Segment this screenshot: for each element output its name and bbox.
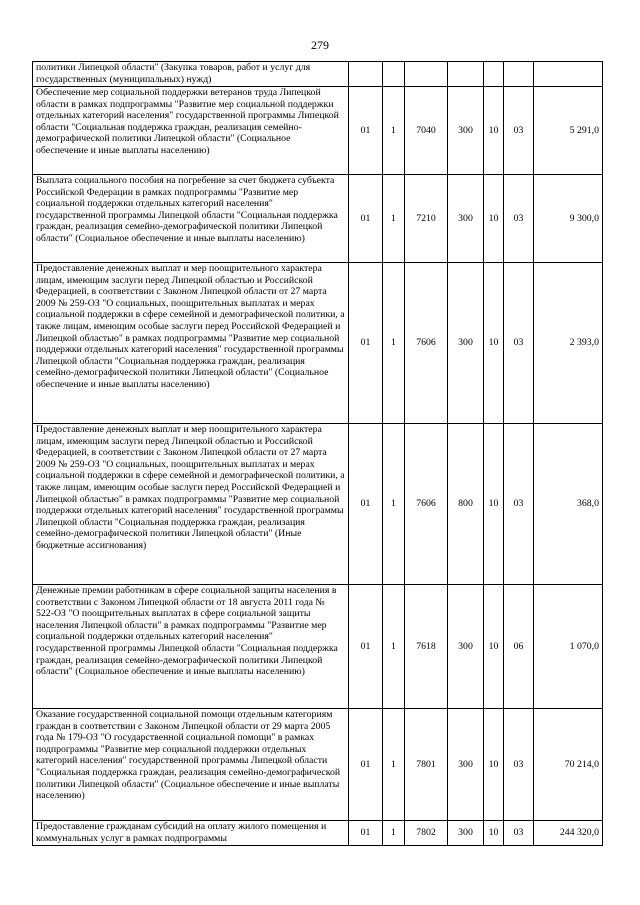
subprogram-code: 1 xyxy=(383,175,405,263)
budget-table xyxy=(32,61,603,846)
program-code: 01 xyxy=(349,175,383,263)
program-code: 01 xyxy=(349,709,383,821)
subprogram-code xyxy=(383,62,405,87)
amount: 2 393,0 xyxy=(534,263,603,424)
expense-type-code xyxy=(448,62,484,87)
expense-type-code: 300 xyxy=(448,87,484,175)
row-description: Предоставление денежных выплат и мер поощрительного характера лицам, имеющим заслуги перед Липецкой областью и Российской Федерацией, в соответствии с Законом Липецкой области от 27 марта 2009 № 259-ОЗ "О социальных, поощрительных выплатах и мерах социальной поддержки в сфере семейной и демографической политики, а также лицам, имеющим особые заслуги перед Российской Федерацией и Липецкой областью" в рамках подпрограммы "Развитие мер социальной поддержки отдельных категорий населения" государственной программы Липецкой области "Социальная поддержка граждан, реализация семейно-демографической политики Липецкой области" (Иные бюджетные ассигнования) xyxy=(33,424,349,585)
program-code: 01 xyxy=(349,821,383,846)
amount: 9 300,0 xyxy=(534,175,603,263)
table-row xyxy=(33,175,603,263)
section-code: 10 xyxy=(484,821,504,846)
subsection-code xyxy=(504,62,534,87)
subsection-code: 03 xyxy=(504,175,534,263)
direction-code: 7210 xyxy=(405,175,448,263)
amount: 244 320,0 xyxy=(534,821,603,846)
direction-code: 7618 xyxy=(405,585,448,709)
section-code xyxy=(484,62,504,87)
section-code: 10 xyxy=(484,263,504,424)
program-code: 01 xyxy=(349,424,383,585)
row-description: Оказание государственной социальной помощи отдельным категориям граждан в соответствии с Законом Липецкой области от 29 марта 2005 года № 179-ОЗ "О государственной социальной помощи" в рамках подпрограммы "Развитие мер социальной поддержки отдельных категорий населения" государственной программы Липецкой области "Социальная поддержка граждан, реализация семейно-демографической политики Липецкой области" (Социальное обеспечение и иные выплаты населению) xyxy=(33,709,349,821)
amount: 368,0 xyxy=(534,424,603,585)
row-description: политики Липецкой области" (Закупка товаров, работ и услуг для государственных (муниципальных) нужд) xyxy=(33,62,349,87)
expense-type-code: 300 xyxy=(448,263,484,424)
amount: 1 070,0 xyxy=(534,585,603,709)
subsection-code: 06 xyxy=(504,585,534,709)
subprogram-code: 1 xyxy=(383,87,405,175)
table-row xyxy=(33,62,603,87)
amount: 5 291,0 xyxy=(534,87,603,175)
program-code: 01 xyxy=(349,263,383,424)
expense-type-code: 300 xyxy=(448,821,484,846)
subprogram-code: 1 xyxy=(383,263,405,424)
table-row xyxy=(33,424,603,585)
direction-code: 7606 xyxy=(405,263,448,424)
table-row xyxy=(33,263,603,424)
row-description: Выплата социального пособия на погребение за счет бюджета субъекта Российской Федерации в рамках подпрограммы "Развитие мер социальной поддержки отдельных категорий населения" государственной программы Липецкой области "Социальная поддержка граждан, реализация семейно-демографической политики Липецкой области" (Социальное обеспечение и иные выплаты населению) xyxy=(33,175,349,263)
subprogram-code: 1 xyxy=(383,821,405,846)
direction-code: 7606 xyxy=(405,424,448,585)
direction-code: 7801 xyxy=(405,709,448,821)
subsection-code: 03 xyxy=(504,709,534,821)
program-code xyxy=(349,62,383,87)
section-code: 10 xyxy=(484,585,504,709)
amount xyxy=(534,62,603,87)
subsection-code: 03 xyxy=(504,424,534,585)
subsection-code: 03 xyxy=(504,87,534,175)
subsection-code: 03 xyxy=(504,263,534,424)
table-row xyxy=(33,87,603,175)
subprogram-code: 1 xyxy=(383,585,405,709)
subprogram-code: 1 xyxy=(383,424,405,585)
subprogram-code: 1 xyxy=(383,709,405,821)
subsection-code: 03 xyxy=(504,821,534,846)
amount: 70 214,0 xyxy=(534,709,603,821)
section-code: 10 xyxy=(484,87,504,175)
expense-type-code: 300 xyxy=(448,175,484,263)
table-row xyxy=(33,709,603,821)
row-description: Денежные премии работникам в сфере социальной защиты населения в соответствии с Законом Липецкой области от 18 августа 2011 года № 522-ОЗ "О поощрительных выплатах в сфере социальной защиты населения Липецкой области" в рамках подпрограммы "Развитие мер социальной поддержки отдельных категорий населения" государственной программы Липецкой области "Социальная поддержка граждан, реализация семейно-демографической политики Липецкой области" (Социальное обеспечение и иные выплаты населению) xyxy=(33,585,349,709)
expense-type-code: 800 xyxy=(448,424,484,585)
section-code: 10 xyxy=(484,175,504,263)
row-description: Обеспечение мер социальной поддержки ветеранов труда Липецкой области в рамках подпрограммы "Развитие мер социальной поддержки отдельных категорий населения" государственной программы Липецкой области "Социальная поддержка граждан, реализация семейно-демографической политики Липецкой области" (Социальное обеспечение и иные выплаты населению) xyxy=(33,87,349,175)
program-code: 01 xyxy=(349,585,383,709)
row-description: Предоставление гражданам субсидий на оплату жилого помещения и коммунальных услуг в рамках подпрограммы xyxy=(33,821,349,846)
row-description: Предоставление денежных выплат и мер поощрительного характера лицам, имеющим заслуги перед Липецкой областью и Российской Федерацией, в соответствии с Законом Липецкой области от 27 марта 2009 № 259-ОЗ "О социальных, поощрительных выплатах и мерах социальной поддержки в сфере семейной и демографической политики, а также лицам, имеющим особые заслуги перед Российской Федерацией и Липецкой областью" в рамках подпрограммы "Развитие мер социальной поддержки отдельных категорий населения" государственной программы Липецкой области "Социальная поддержка граждан, реализация семейно-демографической политики Липецкой области" (Социальное обеспечение и иные выплаты населению) xyxy=(33,263,349,424)
section-code: 10 xyxy=(484,709,504,821)
program-code: 01 xyxy=(349,87,383,175)
expense-type-code: 300 xyxy=(448,585,484,709)
expense-type-code: 300 xyxy=(448,709,484,821)
direction-code: 7040 xyxy=(405,87,448,175)
table-row xyxy=(33,821,603,846)
table-row xyxy=(33,585,603,709)
page-number: 279 xyxy=(311,38,329,52)
section-code: 10 xyxy=(484,424,504,585)
direction-code: 7802 xyxy=(405,821,448,846)
direction-code xyxy=(405,62,448,87)
